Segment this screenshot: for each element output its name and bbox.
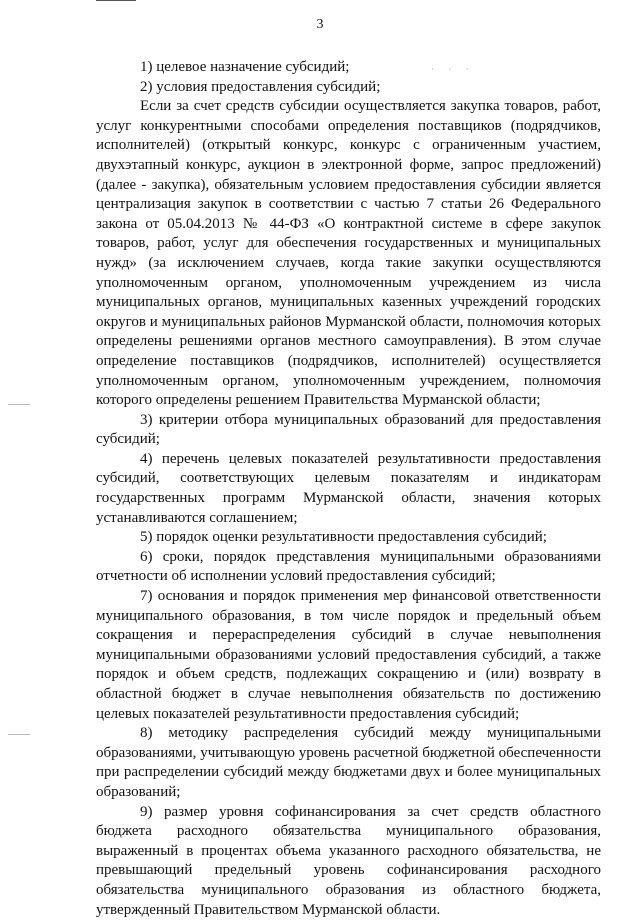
paragraph-item-9: 9) размер уровня софинансирования за счет средств областного бюджета расходного обязательства муниципального образования, выраженный в процентах объема указанного расходного обязательства, не превышающий предельный уровень софинансирования расходного обязательства муниципального образования из областного бюджета, утвержденный Правительством Мурманской области. — [96, 803, 601, 918]
paragraph-item-8: 8) методику распределения субсидий между муниципальными образованиями, учитывающую уровень расчетной бюджетной обеспеченности при распределении субсидий между бюджетами двух и более муниципальных образований; — [96, 725, 601, 800]
paragraph-item-4: 4) перечень целевых показателей результативности предоставления субсидий, соответствующих целевым показателям и индикаторам государственных программ Мурманской области, значения которых устанавливаются соглашением; — [96, 450, 601, 526]
scan-specks: · · · — [431, 64, 475, 74]
margin-mark — [8, 404, 30, 405]
paragraph-item-1: 1) целевое назначение субсидий; — [140, 59, 350, 75]
paragraph-item-2: 2) условия предоставления субсидий; — [140, 78, 381, 95]
paragraph-item-3: 3) критерии отбора муниципальных образований для предоставления субсидий; — [96, 411, 601, 448]
paragraph-centralization: Если за счет средств субсидии осуществляется закупка товаров, работ, услуг конкурентными способами определения поставщиков (подрядчиков, исполнителей) (открытый конкурс, конкурс с ограниченным участием, двухэтапный конкурс, аукцион в электронной форме, запрос предложений) (далее - закупка), обязательным условием предоставления субсидии является централизация закупок в соответствии с частью 7 статьи 26 Федерального закона от 05.04.2013 № 44-ФЗ «О контрактной системе в сфере закупок товаров, работ, услуг для обеспечения государственных и муниципальных нужд» (за исключением случаев, когда такие закупки осуществляются уполномоченным органом, уполномоченным учреждением из числа муниципальных органов, муниципальных казенных учреждений городских округов и муниципальных районов Мурманской области, полномочия которых определены решениями органов местного самоуправления). В этом случае определение поставщиков (подрядчиков, исполнителей) осуществляется уполномоченным органом, уполномоченным учреждением, полномочия которого определены решением Правительства Мурманской области; — [96, 98, 601, 409]
top-edge-rule — [96, 0, 136, 1]
document-body — [96, 58, 601, 920]
paragraph-item-6: 6) сроки, порядок представления муниципальными образованиями отчетности об исполнении условий предоставления субсидий; — [96, 548, 601, 585]
page-number: 3 — [316, 17, 324, 32]
paragraph-item-7: 7) основания и порядок применения мер финансовой ответственности муниципального образования, в том числе порядок и предельный объем сокращения и перераспределения субсидий в случае невыполнения муниципальными образованиями условий предоставления субсидий, а также порядок и объем средств, подлежащих сокращению и (или) возврату в областной бюджет в случае невыполнения обязательств по достижению целевых показателей результативности предоставления субсидий; — [96, 588, 601, 722]
margin-mark — [8, 734, 30, 735]
paragraph-item-5: 5) порядок оценки результативности предоставления субсидий; — [140, 529, 547, 546]
